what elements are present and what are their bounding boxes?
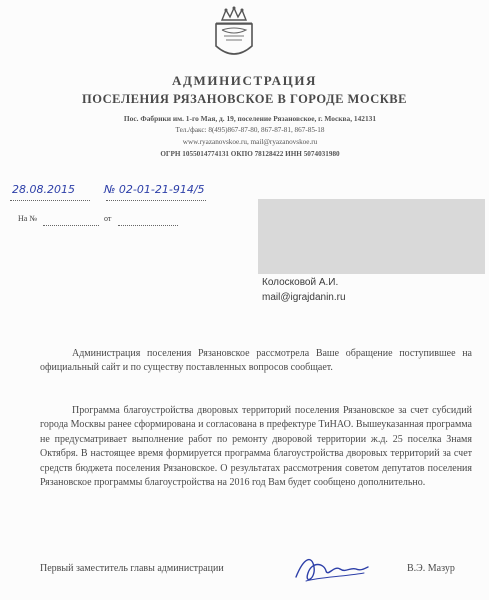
header-web: www.ryazanovskoe.ru, mail@ryazanovskoe.ru [182, 138, 318, 146]
signatory-title: Первый заместитель главы администрации [40, 563, 224, 574]
header-phone: Тел./факс: 8(495)867-87-80, 867-87-81, 867-85-18 [175, 126, 325, 134]
handwritten-number: № 02-01-21-914/5 [104, 183, 205, 196]
header-subtitle: ПОСЕЛЕНИЯ РЯЗАНОВСКОЕ В ГОРОДЕ МОСКВЕ [82, 92, 407, 106]
body-paragraph-2 [40, 404, 472, 490]
label-ot: от [104, 214, 112, 223]
number-underline [106, 199, 206, 201]
redacted-block [258, 199, 485, 274]
handwritten-date: 28.08.2015 [12, 183, 75, 196]
recipient-email: mail@igrajdanin.ru [262, 292, 346, 303]
signatory-name: В.Э. Мазур [407, 563, 455, 574]
paragraph-2-text: Программа благоустройства дворовых территорий поселения Рязановское за счет субсидий города Москвы ранее сформирована и согласована в префектуре ТиНАО. Вышеуказанная программа не предусматривает выполнение работ по ремонту дворовой территории ж.д. 25 поселка Знамя Октября. В настоящее время формируется программа благоустройства дворовых территорий за счет средств бюджета поселения Рязановское. О результатах рассмотрения советом депутатов поселения Рязановское программы благоустройства на 2016 год Вам будет сообщено дополнительно. [40, 405, 472, 489]
label-na: На № [18, 214, 37, 223]
signature-icon [290, 547, 370, 591]
ot-underline [118, 224, 178, 226]
body-paragraph-1 [40, 347, 472, 376]
date-underline [10, 199, 90, 201]
coat-of-arms-icon [212, 6, 256, 64]
paragraph-1-text: Администрация поселения Рязановское рассмотрела Ваше обращение поступившее на официальный сайт и по существу поставленных вопросов сообщает. [40, 348, 472, 374]
header-address: Пос. Фабрики им. 1-го Мая, д. 19, поселение Рязановское, г. Москва, 142131 [123, 114, 377, 123]
na-underline [43, 224, 99, 226]
header-codes: ОГРН 1055014774131 ОКПО 78128422 ИНН 5074031980 [160, 150, 340, 158]
header-title: АДМИНИСТРАЦИЯ [171, 73, 318, 88]
recipient-name: Колосковой А.И. [262, 277, 339, 288]
